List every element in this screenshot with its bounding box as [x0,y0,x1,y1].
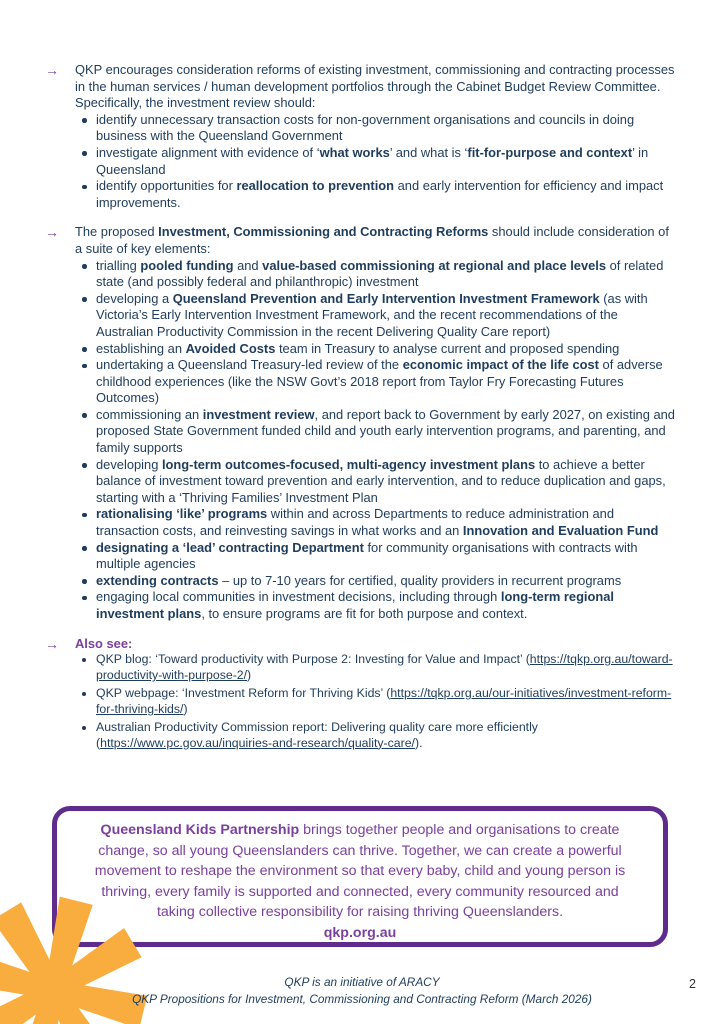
text-segment: within and across Departments to reduce administration and transaction costs, and reinvesting savings in what works and an [96,506,615,539]
text-segment: The proposed [75,224,159,240]
text-segment: reallocation to prevention [236,178,395,194]
text-segment: to achieve a better balance of investment toward prevention and early intervention, and to reduce duplication and gaps, starting with a ‘Thriving Families’ Investment Plan [96,456,666,505]
page-number: 2 [689,977,696,991]
text-segment: and [233,257,263,273]
text-segment: and early intervention for efficiency and impact improvements. [96,178,664,210]
text-segment: ’ and what is ‘ [389,144,468,160]
bullet-item [75,457,675,507]
text-segment: ) [247,668,252,683]
text-segment: QKP encourages consideration reforms of existing investment, commissioning and contracting processes in the human services / human development portfolios through the Cabinet Budget Review Committee. Specifically, the investment review should: [75,62,675,111]
text-segment: Innovation and Evaluation Fund [462,523,659,539]
text-segment: of adverse childhood experiences (like the NSW Govt’s 2018 report from Taylor Fry Forecasting Futures Outcomes) [96,357,663,406]
text-segment: developing [96,456,162,472]
bullet-list [75,652,675,751]
text-segment: trialling [96,257,141,273]
text-segment: , to ensure programs are fit for both purpose and context. [201,606,528,621]
bullet-item [75,686,675,718]
text-segment: of related state (and possibly federal and philanthropic) investment [96,257,664,290]
bullet-list [75,258,675,623]
bullet-item [75,573,675,590]
bullet-item [75,112,675,145]
link-url[interactable]: https://tqkp.org.au/toward-productivity-with-purpose-2/ [96,652,673,683]
text-segment: (as with Victoria’s Early Intervention Investment Framework, and the recent recommendations of the Australian Productivity Commission in the recent Delivering Quality Care report) [96,290,648,339]
arrow-section [45,636,675,754]
text-segment: value-based commissioning at regional and place levels [262,257,607,273]
text-segment: pooled funding [140,257,234,273]
footer-line-2: QKP Propositions for Investment, Commissioning and Contracting Reform (March 2026) [132,991,592,1006]
link-url[interactable]: https://www.pc.gov.au/inquiries-and-research/quality-care/ [100,735,415,750]
text-segment: investigate alignment with evidence of ‘ [96,144,320,160]
text-segment: rationalising ‘like’ programs [96,506,268,522]
text-segment: undertaking a Queensland Treasury-led review of the [96,357,403,373]
text-segment: QKP webpage: ‘Investment Reform for Thriving Kids’ ( [96,686,391,700]
section-lead [75,224,675,257]
text-segment: Also see: [75,635,133,651]
section-content [75,62,675,211]
bullet-item [75,407,675,457]
bullet-item [75,357,675,407]
section-content [75,636,675,754]
arrow-section [45,224,675,622]
link-url[interactable]: https://tqkp.org.au/our-initiatives/investment-reform-for-thriving-kids/ [96,686,672,716]
section-lead [75,62,675,112]
bullet-item [75,145,675,178]
text-segment: investment review [202,406,315,422]
text-segment: brings together people and organisations to create change, so all young Queenslanders can thrive. Together, we can create a powerful movement to reshape the environment so that every baby, child and young person is thriving, every family is supported and connected, every community resourced and taking collective responsibility for raising thriving Queenslanders. [94,822,626,921]
mission-text [85,820,635,923]
text-segment: commissioning an [96,406,203,422]
text-segment: what works [319,144,390,160]
text-segment: designating a ‘lead’ contracting Department [96,539,364,555]
text-segment: Avoided Costs [185,340,276,356]
text-segment: QKP blog: ‘Toward productivity with Purpose 2: Investing for Value and Impact’ ( [96,652,530,667]
section-content [75,224,675,622]
document-sections [45,62,675,767]
text-segment: Queensland Prevention and Early Intervention Investment Framework [172,290,600,306]
text-segment: extending contracts [96,572,219,588]
text-segment: ). [414,735,423,750]
bullet-item [75,506,675,539]
text-segment: ’ in Queensland [96,144,649,177]
arrow-bullet-icon: → [45,635,59,652]
text-segment: , and report back to Government by early 2027, on existing and proposed State Government funded child and youth early intervention programs, and parenting, and family supports [96,406,675,456]
text-segment: team in Treasury to analyse current and proposed spending [275,340,620,356]
bullet-list [75,112,675,212]
arrow-bullet-icon: → [45,62,59,78]
bullet-item [75,258,675,291]
text-segment: Australian Productivity Commission report: Delivering quality care more efficiently ( [96,719,538,750]
text-segment: establishing an [96,340,186,356]
bullet-item [75,540,675,573]
arrow-section [45,62,675,211]
bullet-item [75,589,675,622]
bullet-item [75,291,675,341]
text-segment: engaging local communities in investment decisions, including through [96,589,501,605]
text-segment: Investment, Commissioning and Contracting Reforms [158,224,489,240]
arrow-bullet-icon: → [45,224,59,241]
bullet-item [75,178,675,211]
text-segment: Queensland Kids Partnership [100,822,300,838]
bullet-item [75,652,675,684]
bullet-item [75,341,675,358]
section-lead [75,636,675,653]
text-segment: ) [183,701,188,716]
text-segment: fit-for-purpose and context [467,144,633,160]
text-segment: long-term regional investment plans [96,589,615,621]
text-segment: identify unnecessary transaction costs for non-government organisations and councils in doing business with the Queensland Government [96,111,635,144]
page-footer [0,974,724,1007]
text-segment: should include consideration of a suite of key elements: [75,224,669,256]
text-segment: – up to 7-10 years for certified, quality providers in recurrent programs [218,572,622,588]
text-segment: identify opportunities for [96,178,237,194]
text-segment: developing a [96,290,173,306]
footer-line-1: QKP is an initiative of ARACY [284,975,440,989]
text-segment: for community organisations with contracts with multiple agencies [96,539,638,572]
bullet-item [75,720,675,752]
box-url[interactable]: qkp.org.au [323,924,397,941]
text-segment: economic impact of the life cost [402,357,599,373]
text-segment: long-term outcomes-focused, multi-agency investment plans [161,456,536,472]
